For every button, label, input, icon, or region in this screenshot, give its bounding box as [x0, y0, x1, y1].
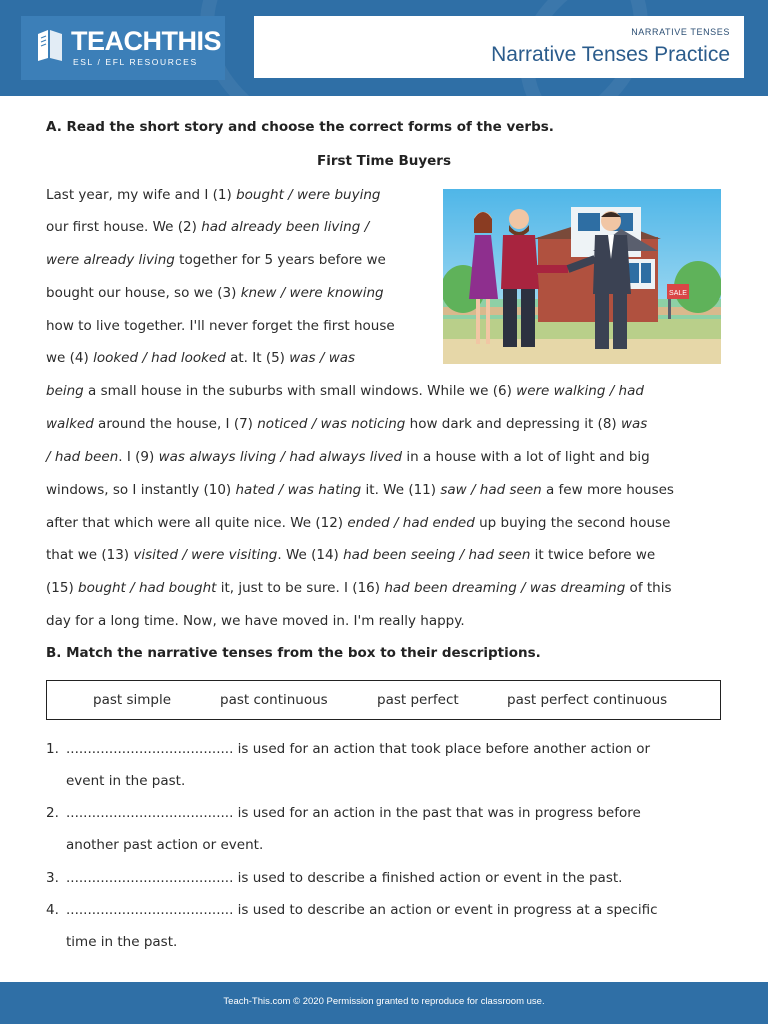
story-line [46, 613, 465, 629]
logo[interactable] [21, 16, 225, 80]
verb-choice: had been dreaming / was dreaming [384, 580, 626, 596]
story-fragment: Last year, my wife and I (1) [46, 187, 237, 203]
story-fragment: bought our house, so we (3) [46, 285, 241, 301]
copyright-notice: Teach-This.com © 2020 Permission granted to reproduce for classroom use. [223, 996, 545, 1007]
page-header [0, 0, 768, 96]
verb-choice: being [46, 383, 84, 399]
verb-choice: were already living [46, 252, 175, 268]
logo-tagline: ESL / EFL RESOURCES [73, 57, 198, 67]
page-footer [0, 982, 768, 1024]
story-fragment: it, just to be sure. I (16) [216, 580, 385, 596]
verb-choice: visited / were visiting [133, 547, 278, 563]
story-fragment: after that which were all quite nice. We (12) [46, 515, 348, 531]
tense-option: past continuous [220, 692, 328, 708]
story-fragment: a small house in the suburbs with small windows. While we (6) [83, 383, 517, 399]
story-line [46, 449, 650, 465]
question-text: ....................................... is used for an action in the past that was in progress before [66, 805, 641, 821]
story-fragment: that we (13) [46, 547, 134, 563]
verb-choice: was always living / had always lived [158, 449, 403, 465]
question-text: ....................................... is used to describe a finished action or event in the past. [66, 870, 623, 886]
story-fragment: together for 5 years before we [174, 252, 386, 268]
worksheet-kicker: NARRATIVE TENSES [631, 27, 730, 37]
story-fragment: . We (14) [277, 547, 344, 563]
verb-choice: had been seeing / had seen [343, 547, 531, 563]
story-title: First Time Buyers [316, 153, 451, 169]
story-fragment: up buying the second house [474, 515, 671, 531]
story-fragment: we (4) [46, 350, 94, 366]
verb-choice: hated / was hating [235, 482, 362, 498]
verb-choice: ended / had ended [347, 515, 475, 531]
question-number: 3. [46, 870, 59, 886]
story-fragment: around the house, I (7) [93, 416, 258, 432]
section-a-instruction: A. Read the short story and choose the correct forms of the verbs. [46, 119, 554, 135]
story-line [46, 350, 355, 366]
story-fragment: windows, so I instantly (10) [46, 482, 236, 498]
verb-choice: knew / were knowing [240, 285, 384, 301]
question-text: event in the past. [66, 773, 186, 789]
story-fragment: in a house with a lot of light and big [402, 449, 650, 465]
tense-option: past simple [93, 692, 172, 708]
story-fragment: day for a long time. Now, we have moved in. I'm really happy. [46, 613, 465, 629]
story-fragment: how to live together. I'll never forget the first house [46, 318, 395, 334]
story-fragment: it twice before we [530, 547, 656, 563]
question-text: ....................................... is used to describe an action or event in progress at a specific [66, 902, 658, 918]
title-panel [254, 16, 744, 78]
story-fragment: (15) [46, 580, 79, 596]
story-line [46, 580, 672, 596]
sale-sign-text: SALE [669, 290, 687, 297]
verb-choice: walked [46, 416, 94, 432]
story-line [46, 252, 386, 268]
verb-choice: looked / had looked [93, 350, 226, 366]
tense-word-box [46, 680, 721, 720]
question-text: time in the past. [66, 934, 178, 950]
question-number: 2. [46, 805, 59, 821]
question-text: another past action or event. [66, 837, 264, 853]
question-text: ....................................... is used for an action that took place before another action or [66, 741, 651, 757]
story-fragment: at. It (5) [225, 350, 290, 366]
book-icon [35, 28, 65, 62]
story-line [46, 416, 647, 432]
verb-choice: bought / were buying [236, 187, 381, 203]
verb-choice: was [620, 416, 648, 432]
verb-choice: noticed / was noticing [257, 416, 406, 432]
story-line [46, 187, 380, 203]
tense-option: past perfect continuous [507, 692, 668, 708]
page-title: Narrative Tenses Practice [491, 43, 730, 66]
story-fragment: how dark and depressing it (8) [405, 416, 621, 432]
story-fragment: . I (9) [118, 449, 159, 465]
story-line [46, 515, 670, 531]
question-number: 4. [46, 902, 59, 918]
question-number: 1. [46, 741, 59, 757]
story-fragment: our first house. We (2) [46, 219, 202, 235]
verb-choice: were walking / had [516, 383, 644, 399]
section-b-instruction: B. Match the narrative tenses from the box to their descriptions. [46, 645, 541, 661]
story-line [46, 318, 395, 334]
verb-choice: was / was [289, 350, 356, 366]
tense-option: past perfect [377, 692, 459, 708]
verb-choice: / had been [46, 449, 119, 465]
logo-name: TEACHTHIS [71, 26, 221, 56]
story-line [46, 482, 674, 498]
story-line [46, 285, 384, 301]
verb-choice: saw / had seen [440, 482, 542, 498]
story-line [46, 547, 655, 563]
story-line [46, 219, 369, 235]
story-fragment: of this [625, 580, 672, 596]
story-fragment: it. We (11) [361, 482, 441, 498]
house-illustration [443, 189, 721, 364]
story-fragment: a few more houses [541, 482, 674, 498]
story-line [46, 383, 644, 399]
verb-choice: had already been living / [201, 219, 370, 235]
verb-choice: bought / had bought [78, 580, 217, 596]
